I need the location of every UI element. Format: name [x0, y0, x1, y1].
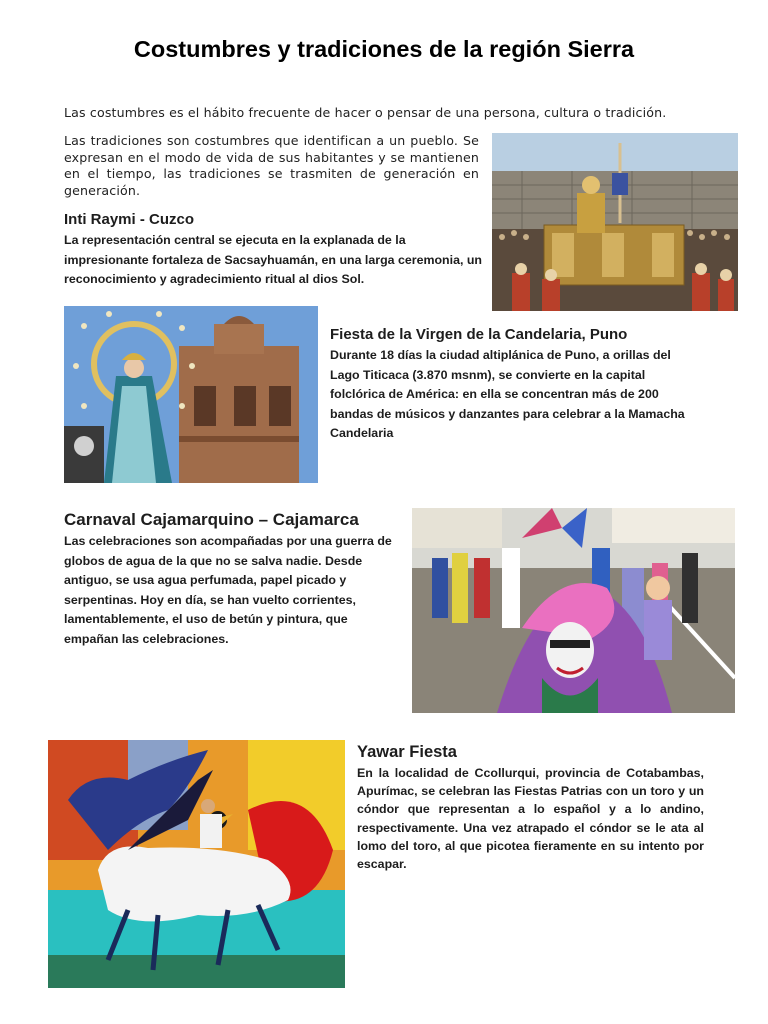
section-heading-yawar-fiesta: Yawar Fiesta	[357, 743, 457, 761]
section-heading-carnaval: Carnaval Cajamarquino – Cajamarca	[64, 510, 359, 529]
section-body-candelaria: Durante 18 días la ciudad altiplánica de Puno, a orillas del Lago Titicaca (3.870 msnm), se convierte en la capital folclórica de América: en ella se concentran más de 200 bandas de músicos y danzantes para celebrar a la Mamacha Candelaria	[330, 348, 685, 440]
intro-customs: Las costumbres es el hábito frecuente de hacer o pensar de una persona, cultura o tradición.	[64, 105, 667, 120]
virgen-candelaria-photo	[64, 306, 318, 483]
section-heading-candelaria: Fiesta de la Virgen de la Candelaria, Puno	[330, 326, 628, 343]
section-body-inti-raymi: La representación central se ejecuta en la explanada de la impresionante fortaleza de Sacsayhuamán, en una larga ceremonia, un reconocimiento y agradecimiento ritual al dios Sol.	[64, 233, 482, 286]
section-body-yawar-fiesta: En la localidad de Ccollurqui, provincia de Cotabambas, Apurímac, se celebran las Fiestas Patrias con un toro y un cóndor que representan a lo español y a lo andino, respectivamente. Una vez atrapado el cóndor se le ata al lomo del toro, al que picotea fieramente en su intento por escapar.	[357, 766, 704, 872]
yawar-fiesta-painting	[48, 740, 345, 988]
page-title: Costumbres y tradiciones de la región Sierra	[133, 36, 635, 62]
section-body-carnaval: Las celebraciones son acompañadas por una guerra de globos de agua de la que no se salva nadie. Desde antiguo, se usa agua perfumada, papel picado y serpentinas. Hoy en día, se han vuelto corrientes, lamentablemente, el uso de betún y pintura, que empañan las celebraciones.	[64, 534, 392, 646]
intro-traditions: Las tradiciones son costumbres que identifican a un pueblo. Se expresan en el modo de vida de sus habitantes y se mantienen en el tiempo, las tradiciones se trasmiten de generación en generación.	[64, 133, 479, 198]
inti-raymi-ceremony-photo	[492, 133, 738, 311]
section-heading-inti-raymi: Inti Raymi - Cuzco	[64, 211, 195, 228]
carnaval-parade-photo	[412, 508, 735, 713]
